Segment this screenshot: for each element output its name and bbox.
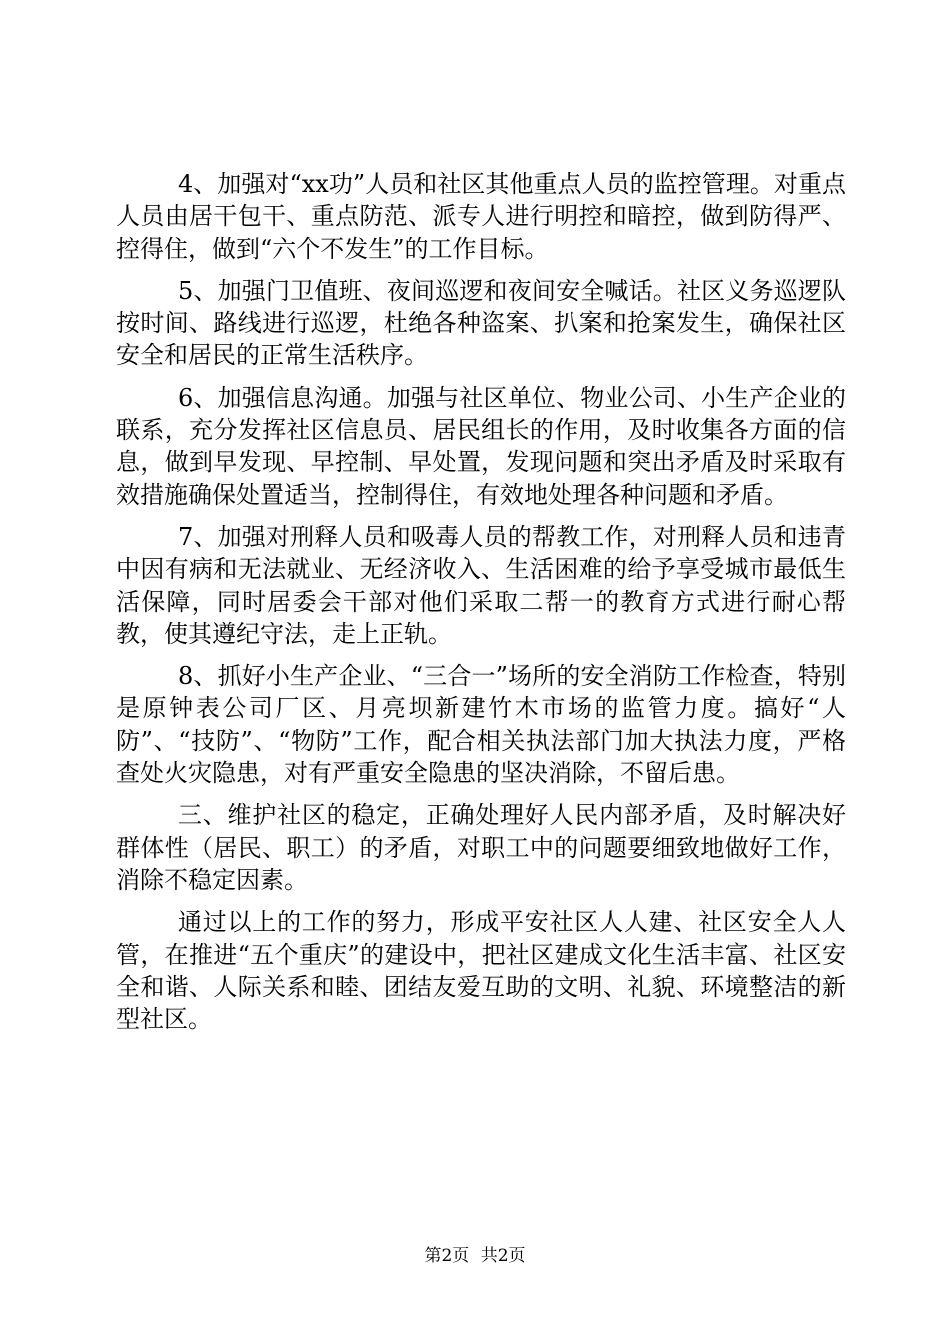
paragraph-section-three: 三、维护社区的稳定，正确处理好人民内部矛盾，及时解决好群体性（居民、职工）的矛盾，对职工中的问题要细致地做好工作，消除不稳定因素。 — [116, 801, 846, 894]
page-footer — [0, 1245, 950, 1267]
paragraph-conclusion: 通过以上的工作的努力，形成平安社区人人建、社区安全人人管，在推进“五个重庆”的建设中，把社区建成文化生活丰富、社区安全和谐、人际关系和睦、团结友爱互助的文明、礼貌、环境整洁的新型社区。 — [116, 908, 846, 1034]
paragraph-item-7: 7、加强对刑释人员和吸毒人员的帮教工作，对刑释人员和违青中因有病和无法就业、无经济收入、生活困难的给予享受城市最低生活保障，同时居委会干部对他们采取二帮一的教育方式进行耐心帮教，使其遵纪守法，走上正轨。 — [116, 522, 846, 648]
page-total: 共2页 — [480, 1246, 526, 1266]
paragraph-item-5: 5、加强门卫值班、夜间巡逻和夜间安全喊话。社区义务巡逻队按时间、路线进行巡逻，杜绝各种盗案、扒案和抢案发生，确保社区安全和居民的正常生活秩序。 — [116, 276, 846, 370]
document-body — [116, 168, 846, 1045]
paragraph-item-4: 4、加强对“xx功”人员和社区其他重点人员的监控管理。对重点人员由居干包干、重点防范、派专人进行明控和暗控，做到防得严、控得住，做到“六个不发生”的工作目标。 — [116, 170, 846, 263]
paragraph-item-6: 6、加强信息沟通。加强与社区单位、物业公司、小生产企业的联系，充分发挥社区信息员、居民组长的作用，及时收集各方面的信息，做到早发现、早控制、早处置，发现问题和突出矛盾及时采取有效措施确保处置适当，控制得住，有效地处理各种问题和矛盾。 — [116, 383, 846, 509]
paragraph-item-8: 8、抓好小生产企业、“三合一”场所的安全消防工作检查，特别是原钟表公司厂区、月亮坝新建竹木市场的监管力度。搞好“人防”、“技防”、“物防”工作，配合相关执法部门加大执法力度，严格查处火灾隐患，对有严重安全隐患的坚决消除，不留后患。 — [116, 662, 846, 788]
page-number: 第2页 — [424, 1246, 470, 1266]
